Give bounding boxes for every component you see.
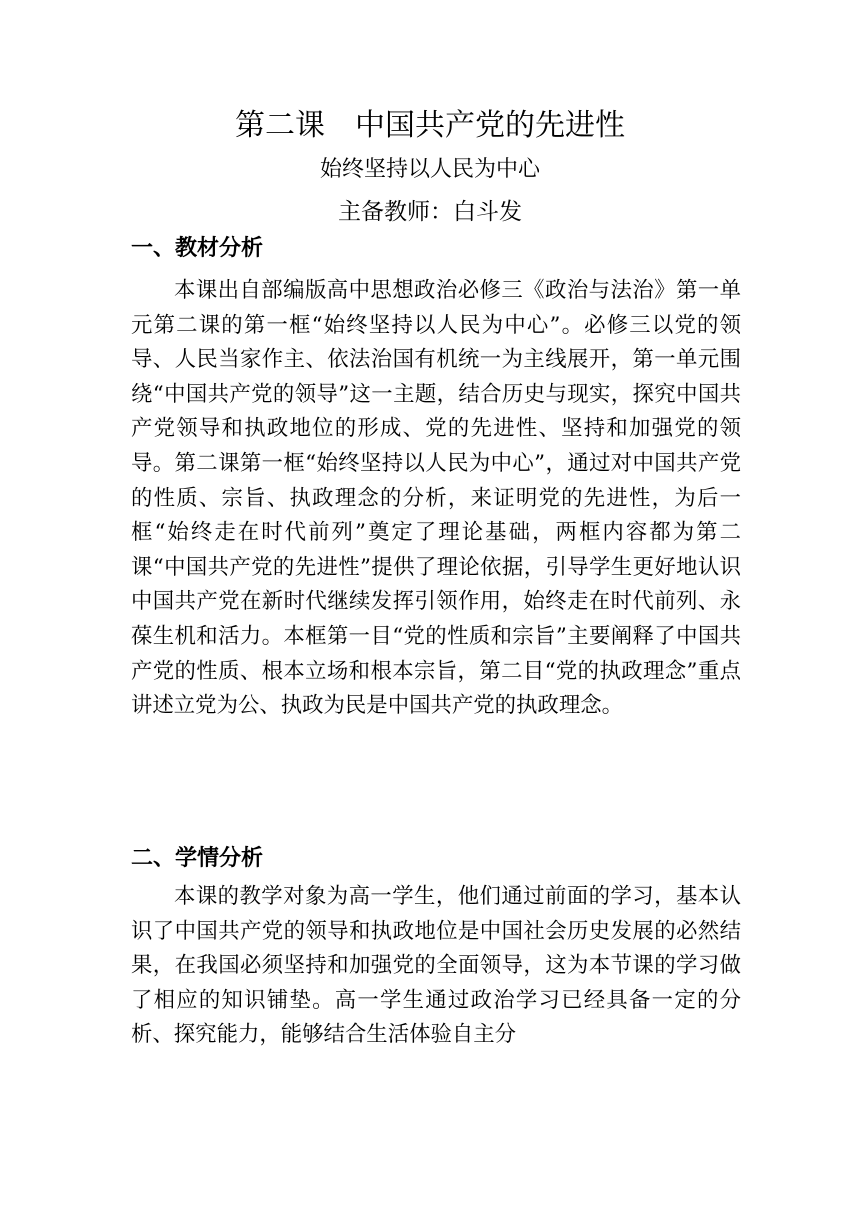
document-title: 第二课 中国共产党的先进性 (235, 108, 625, 143)
section-paragraph-student-analysis: 本课的教学对象为高一学生，他们通过前面的学习，基本认识了中国共产党的领导和执政地位是中国社会历史发展的必然结果，在我国必须坚持和加强党的全面领导，这为本节课的学习做了相应的知识铺垫。高一学生通过政治学习已经具备一定的分析、探究能力，能够结合生活体验自主分 (131, 884, 741, 1048)
section-heading-student-analysis: 二、学情分析 (131, 846, 264, 871)
document-subtitle: 始终坚持以人民为中心 (319, 157, 540, 182)
section-paragraph-textbook-analysis: 本课出自部编版高中思想政治必修三《政治与法治》第一单元第二课的第一框“始终坚持以人民为中心”。必修三以党的领导、人民当家作主、依法治国有机统一为主线展开，第一单元围绕“中国共产党的领导”这一主题，结合历史与现实，探究中国共产党领导和执政地位的形成、党的先进性、坚持和加强党的领导。第二课第一框“始终坚持以人民为中心”，通过对中国共产党的性质、宗旨、执政理念的分析，来证明党的先进性，为后一框“始终走在时代前列”奠定了理论基础，两框内容都为第二课“中国共产党的先进性”提供了理论依据，引导学生更好地认识中国共产党在新时代继续发挥引领作用，始终走在时代前列、永葆生机和活力。本框第一目“党的性质和宗旨”主要阐释了中国共产党的性质、根本立场和根本宗旨，第二目“党的执政理念”重点讲述立党为公、执政为民是中国共产党的执政理念。 (131, 278, 741, 719)
teacher-line: 主备教师：白斗发 (338, 199, 522, 225)
section-heading-textbook-analysis: 一、教材分析 (131, 236, 264, 261)
